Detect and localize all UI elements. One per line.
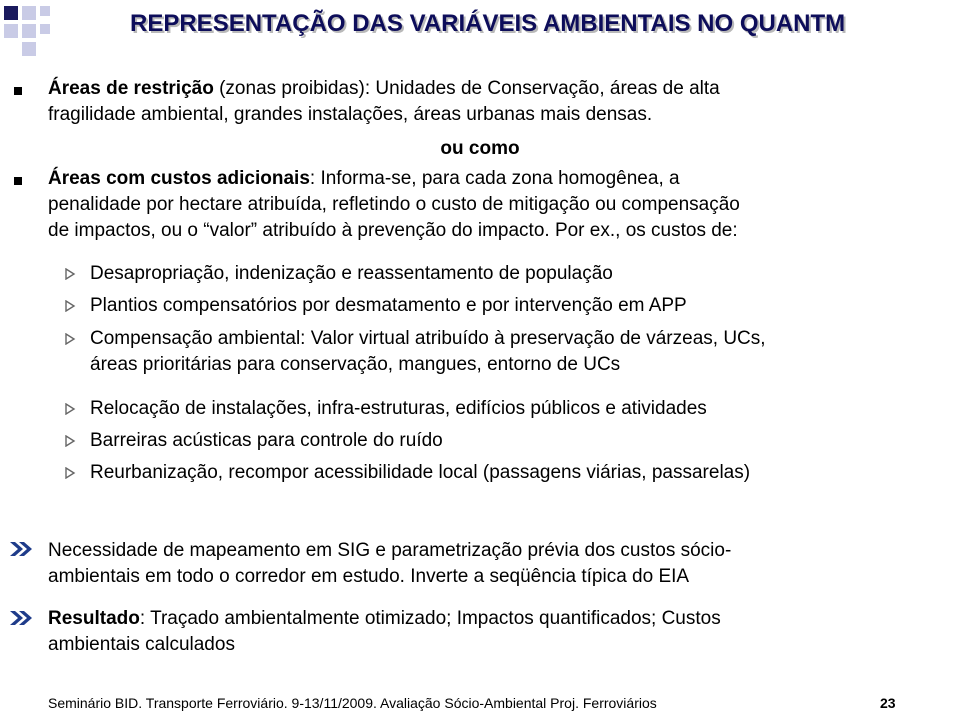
- cost-item-text: Barreiras acústicas para controle do ruído: [90, 430, 443, 451]
- square-bullet-icon: [14, 87, 22, 95]
- additional-costs-text: : Informa-se, para cada zona homogênea, a: [309, 168, 680, 189]
- cost-item-text: Desapropriação, indenização e reassentamento de população: [90, 263, 613, 284]
- page-number: 23: [880, 695, 896, 711]
- cost-item: [90, 396, 950, 422]
- gis-mapping-paragraph: [48, 538, 928, 590]
- cost-item-text: Relocação de instalações, infra-estruturas, edifícios públicos e atividades: [90, 398, 707, 419]
- slide-logo: [0, 0, 56, 60]
- additional-costs-text-line3: de impactos, ou o “valor” atribuído à prevenção do impacto. Por ex., os custos de:: [48, 220, 738, 241]
- footer-text: Seminário BID. Transporte Ferroviário. 9-13/11/2009. Avaliação Sócio-Ambiental Proj. Ferroviários: [48, 695, 657, 711]
- chevron-right-icon: [64, 403, 76, 415]
- square-bullet-icon: [14, 177, 22, 185]
- cost-item: [90, 428, 950, 454]
- cost-item: [90, 326, 950, 378]
- arrow-bullet-icon: [10, 542, 36, 556]
- additional-costs-term: Áreas com custos adicionais: [48, 168, 310, 189]
- cost-item-text-line2: áreas prioritárias para conservação, mangues, entorno de UCs: [90, 354, 621, 375]
- chevron-right-icon: [64, 333, 76, 345]
- restriction-areas-text: (zonas proibidas): Unidades de Conservação, áreas de alta: [213, 78, 720, 99]
- cost-item-text: Reurbanização, recompor acessibilidade local (passagens viárias, passarelas): [90, 462, 751, 483]
- result-paragraph: [48, 606, 928, 658]
- result-term: Resultado: [48, 608, 140, 629]
- slide-title: REPRESENTAÇÃO DAS VARIÁVEIS AMBIENTAIS NO QUANTM: [130, 10, 846, 37]
- chevron-right-icon: [64, 435, 76, 447]
- gis-mapping-text-line2: ambientais em todo o corredor em estudo. Inverte a seqüência típica do EIA: [48, 566, 690, 587]
- connector-text: ou como: [440, 138, 520, 159]
- arrow-bullet-icon: [10, 611, 36, 625]
- restriction-areas-text-line2: fragilidade ambiental, grandes instalações, áreas urbanas mais densas.: [48, 104, 653, 125]
- restriction-areas-paragraph: [48, 76, 928, 128]
- result-text: : Traçado ambientalmente otimizado; Impactos quantificados; Custos: [139, 608, 721, 629]
- cost-item-text: Compensação ambiental: Valor virtual atribuído à preservação de várzeas, UCs,: [90, 328, 766, 349]
- chevron-right-icon: [64, 300, 76, 312]
- chevron-right-icon: [64, 268, 76, 280]
- result-text-line2: ambientais calculados: [48, 634, 235, 655]
- chevron-right-icon: [64, 467, 76, 479]
- cost-item: [90, 460, 950, 486]
- cost-item: [90, 293, 950, 319]
- cost-item: [90, 261, 950, 287]
- gis-mapping-text: Necessidade de mapeamento em SIG e parametrização prévia dos custos sócio-: [48, 540, 732, 561]
- additional-costs-text-line2: penalidade por hectare atribuída, refletindo o custo de mitigação ou compensação: [48, 194, 740, 215]
- restriction-areas-term: Áreas de restrição: [48, 78, 214, 99]
- cost-item-text: Plantios compensatórios por desmatamento e por intervenção em APP: [90, 295, 687, 316]
- additional-costs-paragraph: [48, 166, 928, 244]
